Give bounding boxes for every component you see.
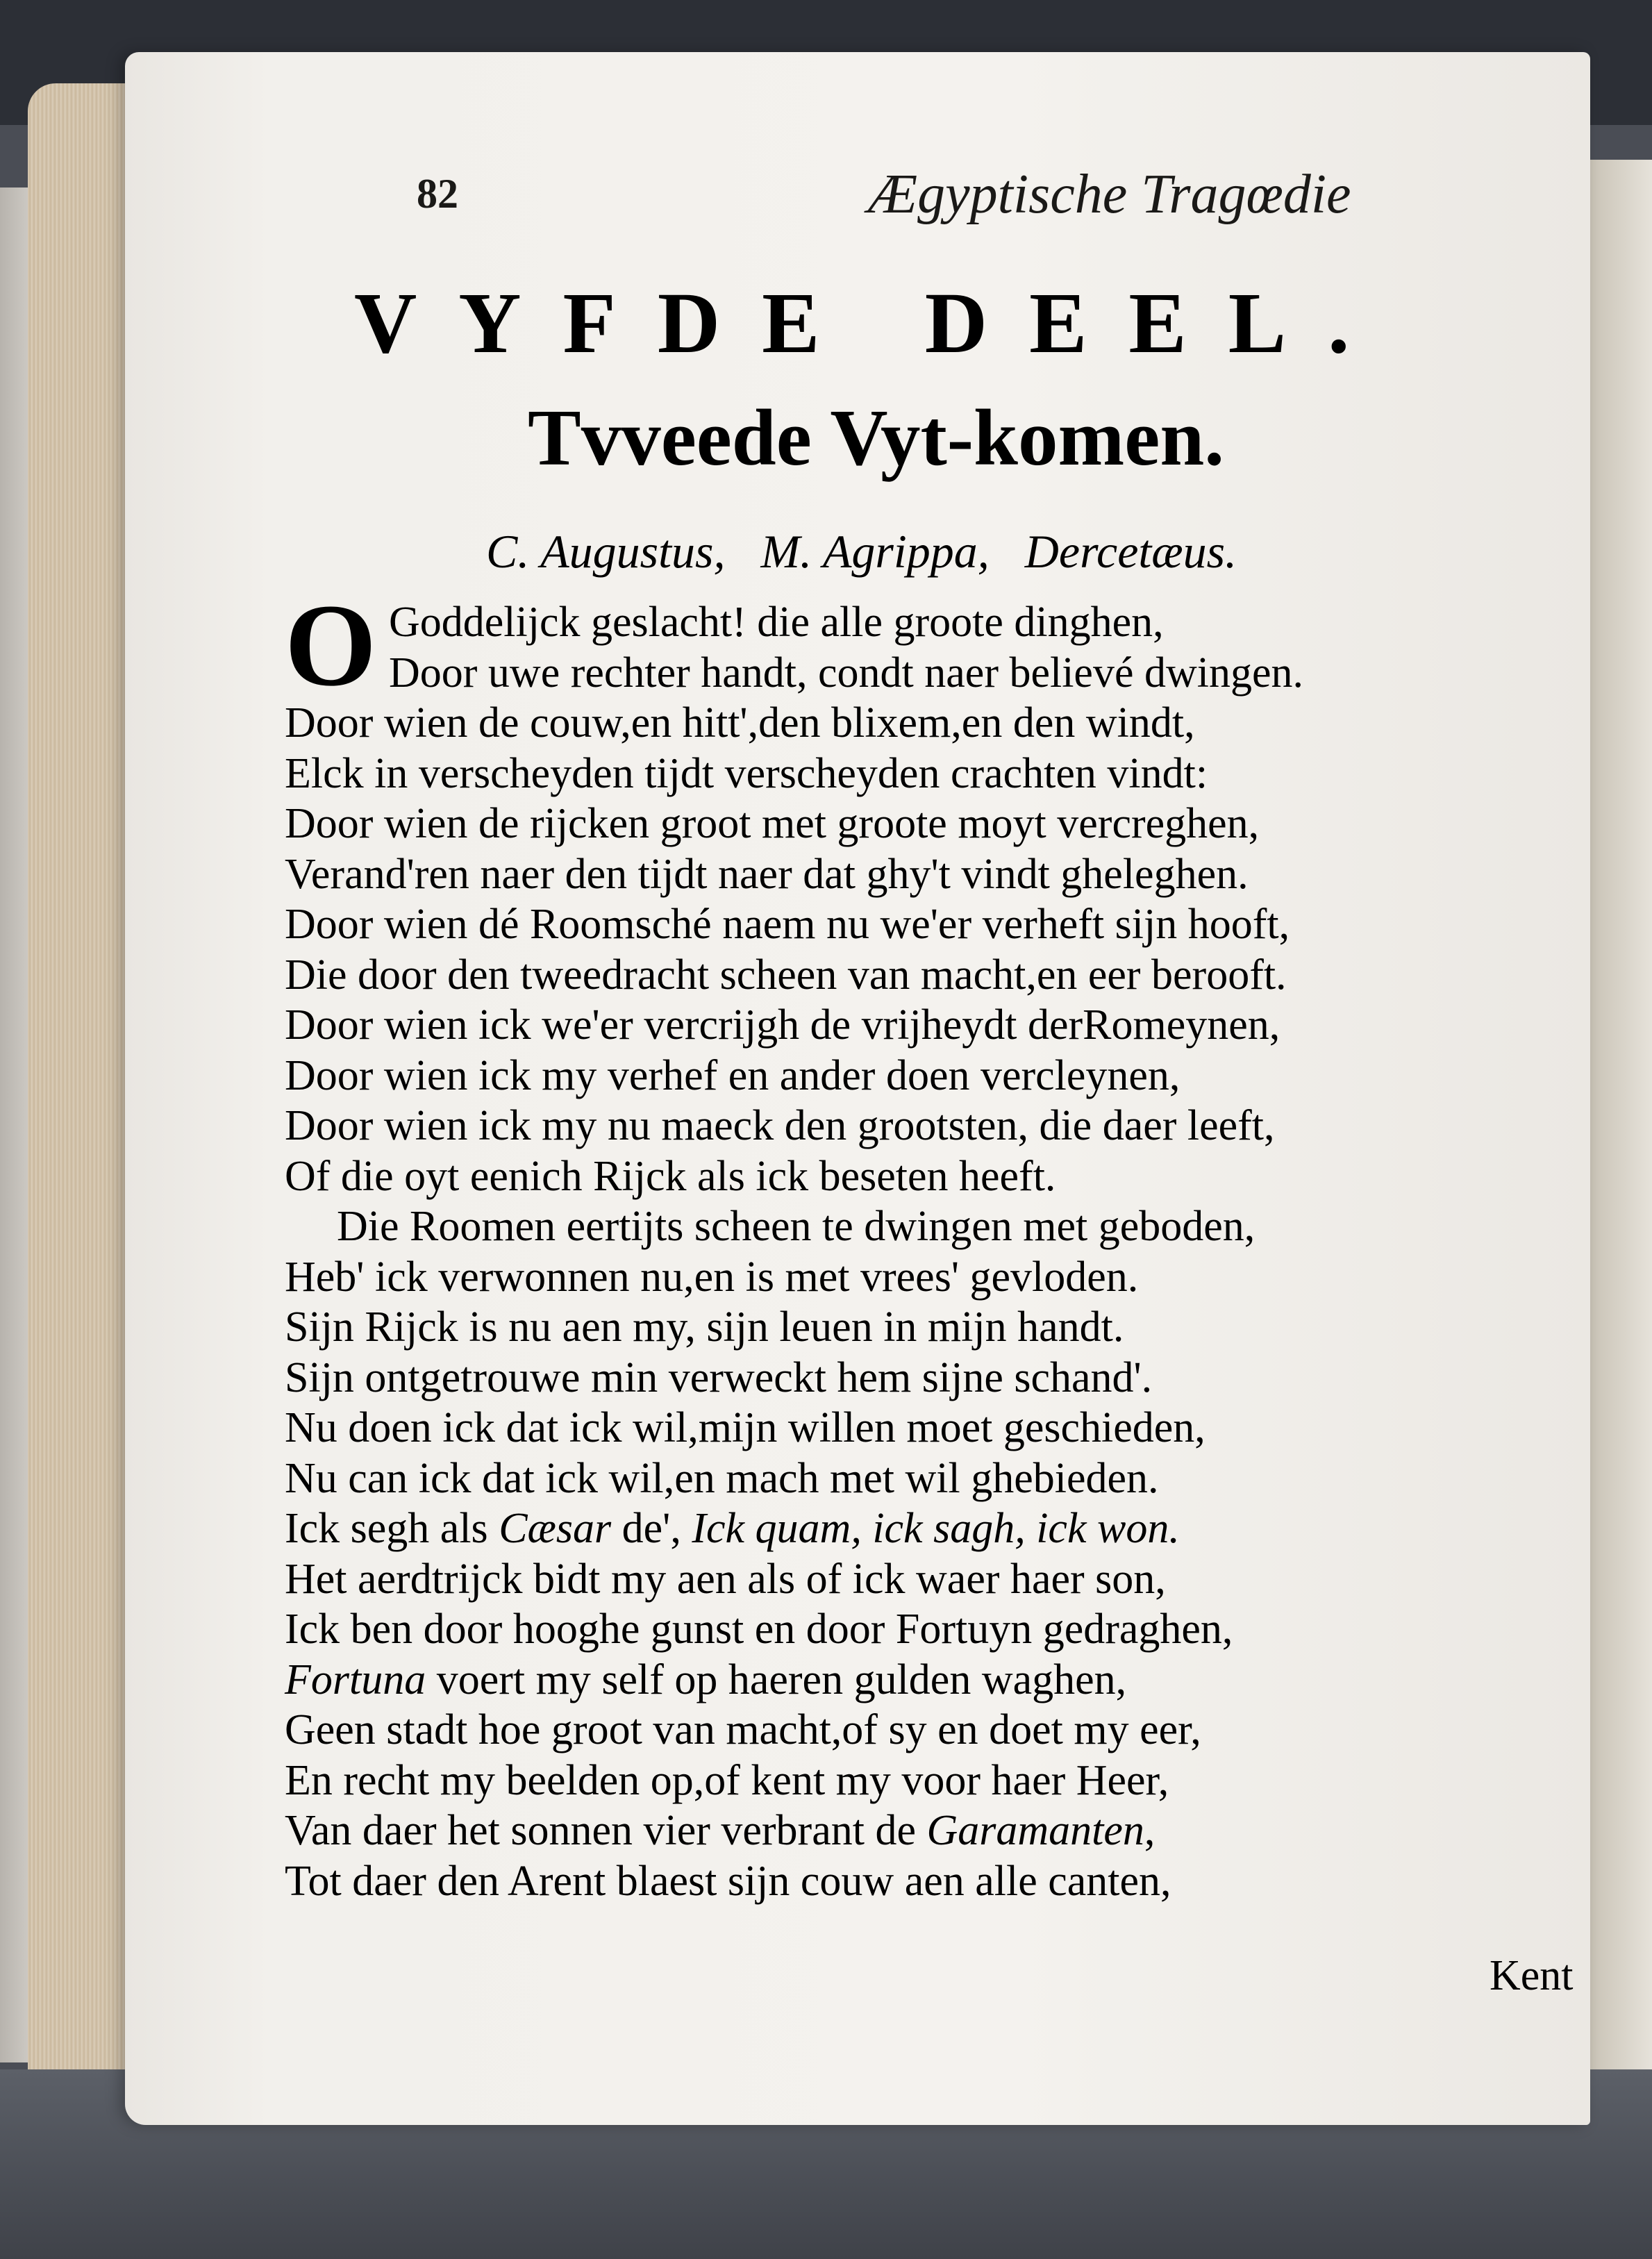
verse-body [285, 580, 1507, 1906]
character-list: C. Augustus, M. Agrippa, Dercetæus. [486, 525, 1237, 578]
verse-line: Tot daer den Arent blaest sijn couw aen alle canten, [285, 1857, 1171, 1905]
verse-line: Verand'ren naer den tijdt naer dat ghy't vindt gheleghen. [285, 850, 1249, 898]
verse-line: Door wien ick we'er vercrijgh de vrijheydt derRomeynen, [285, 1001, 1280, 1049]
verse-line: Goddelijck geslacht! die alle groote dinghen, [389, 599, 1164, 646]
verse-line-caesar [285, 1503, 1507, 1554]
running-title: Ægyptische Tragœdie [868, 164, 1351, 225]
verse-line: Door wien de rijcken groot met groote moyt vercreghen, [285, 800, 1260, 847]
right-page-edge [1590, 160, 1652, 2139]
caesar-name: Cæsar [499, 1505, 612, 1552]
verse-text: Van daer het sonnen vier verbrant de [285, 1807, 927, 1854]
verse-line: Door wien de couw,en hitt',den blixem,en den windt, [285, 699, 1195, 747]
verse-text: de', [611, 1505, 692, 1552]
verse-line: En recht my beelden op,of kent my voor haer Heer, [285, 1756, 1169, 1804]
caesar-quote: Ick quam, ick sagh, ick won. [692, 1505, 1180, 1552]
verse-text: Ick segh als [285, 1505, 499, 1552]
verse-line: Door uwe rechter handt, condt naer believé dwingen. [389, 649, 1303, 697]
verse-line: Door wien ick my verhef en ander doen vercleynen, [285, 1051, 1180, 1099]
page-header [417, 156, 1458, 233]
scene-title: Tvveede Vyt-komen. [528, 394, 1225, 482]
verse-line: Nu can ick dat ick wil,en mach met wil ghebieden. [285, 1454, 1159, 1502]
drop-cap-initial: O [285, 580, 377, 710]
verse-line: Elck in verscheyden tijdt verscheyden crachten vindt: [285, 749, 1208, 797]
page-number: 82 [417, 171, 458, 217]
verse-line: Sijn Rijck is nu aen my, sijn leuen in mijn handt. [285, 1303, 1124, 1351]
verse-line: Die door den tweedracht scheen van macht,en eer berooft. [285, 951, 1287, 999]
catchword: Kent [1490, 1952, 1574, 1999]
verse-line: Nu doen ick dat ick wil,mijn willen moet geschieden, [285, 1404, 1205, 1451]
verse-line: Heb' ick verwonnen nu,en is met vrees' gevloden. [285, 1253, 1139, 1301]
verse-line: Of die oyt eenich Rijck als ick beseten heeft. [285, 1152, 1056, 1200]
verse-text: , [1144, 1807, 1155, 1854]
verse-line: Door wien dé Roomsché naem nu we'er verheft sijn hooft, [285, 901, 1290, 948]
part-title: VYFDE DEEL. [354, 276, 1392, 372]
verse-line-garamanten [285, 1806, 1507, 1856]
verse-line: Ick ben door hooghe gunst en door Fortuyn gedraghen, [285, 1606, 1233, 1653]
verse-line: Geen stadt hoe groot van macht,of sy en doet my eer, [285, 1706, 1201, 1753]
fortuna-name: Fortuna [285, 1656, 426, 1703]
verse-line: Het aerdtrijck bidt my aen als of ick waer haer son, [285, 1555, 1166, 1603]
verse-line-fortuna [285, 1655, 1507, 1706]
verse-text: voert my self op haeren gulden waghen, [426, 1656, 1127, 1703]
verse-line: Sijn ontgetrouwe min verweckt hem sijne schand'. [285, 1353, 1153, 1401]
verse-line-indented: Die Roomen eertijts scheen te dwingen met geboden, [337, 1203, 1255, 1250]
opening-lines [285, 580, 1507, 710]
garamanten-name: Garamanten [926, 1807, 1144, 1854]
verse-line: Door wien ick my nu maeck den grootsten, die daer leeft, [285, 1102, 1275, 1149]
